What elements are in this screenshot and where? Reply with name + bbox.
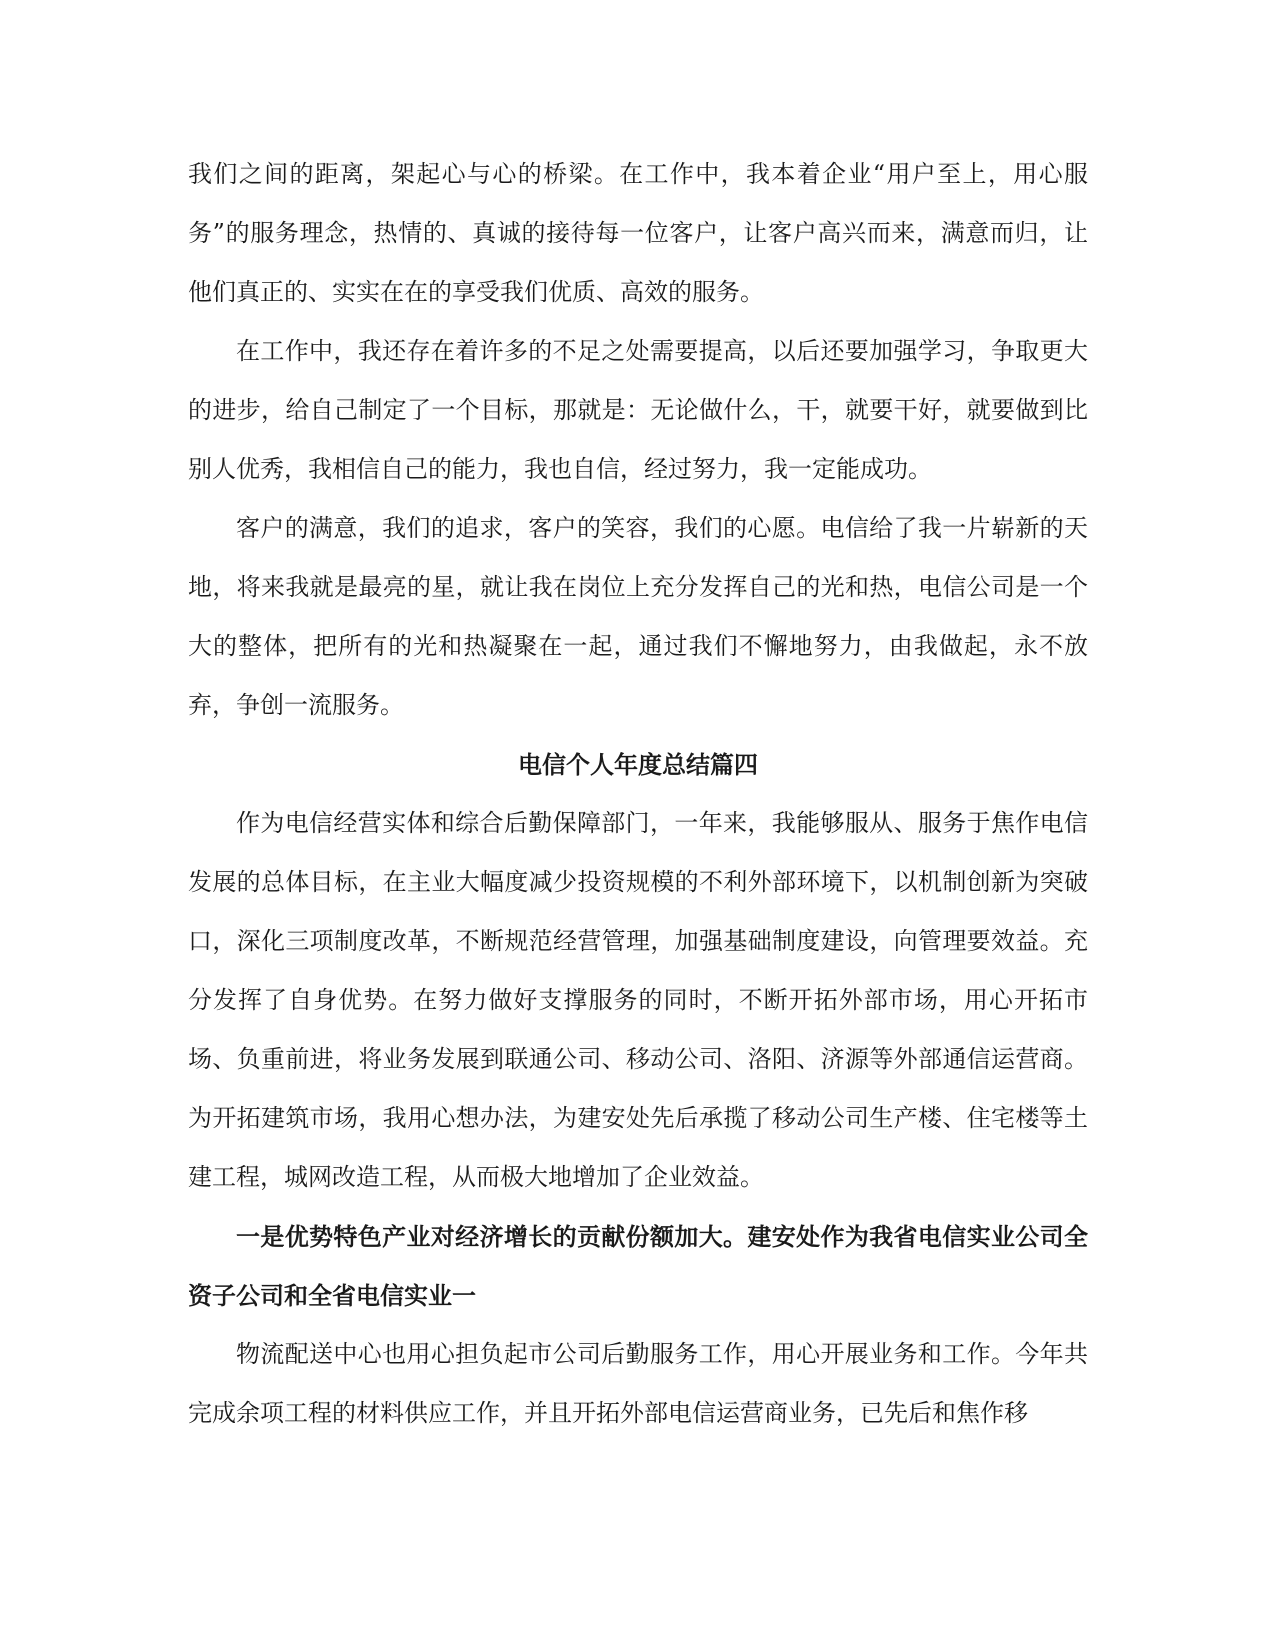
bold-paragraph: 一是优势特色产业对经济增长的贡献份额加大。建安处作为我省电信实业公司全资子公司和全省电信实业一 [188, 1222, 1088, 1310]
paragraph-1: 我们之间的距离，架起心与心的桥梁。在工作中，我本着企业“用户至上，用心服务”的服务理念，热情的、真诚的接待每一位客户，让客户高兴而来，满意而归，让他们真正的、实实在在的享受我们优质、高效的服务。 [188, 160, 1088, 306]
final-paragraph: 物流配送中心也用心担负起市公司后勤服务工作，用心开展业务和工作。今年共完成余项工程的材料供应工作，并且开拓外部电信运营商业务，已先后和焦作移 [188, 1340, 1088, 1427]
paragraph-3: 客户的满意，我们的追求，客户的笑容，我们的心愿。电信给了我一片崭新的天地，将来我就是最亮的星，就让我在岗位上充分发挥自己的光和热，电信公司是一个大的整体，把所有的光和热凝聚在一起，通过我们不懈地努力，由我做起，永不放弃，争创一流服务。 [188, 514, 1088, 719]
section-heading: 电信个人年度总结篇四 [518, 750, 758, 779]
section-paragraph-1: 作为电信经营实体和综合后勤保障部门，一年来，我能够服从、服务于焦作电信发展的总体目标，在主业大幅度减少投资规模的不利外部环境下，以机制创新为突破口，深化三项制度改革，不断规范经营管理，加强基础制度建设，向管理要效益。充分发挥了自身优势。在努力做好支撑服务的同时，不断开拓外部市场，用心开拓市场、负重前进，将业务发展到联通公司、移动公司、洛阳、济源等外部通信运营商。为开拓建筑市场，我用心想办法，为建安处先后承揽了移动公司生产楼、住宅楼等土建工程，城网改造工程，从而极大地增加了企业效益。 [188, 809, 1088, 1191]
document-body [188, 145, 1088, 1443]
paragraph-2: 在工作中，我还存在着许多的不足之处需要提高，以后还要加强学习，争取更大的进步，给自己制定了一个目标，那就是：无论做什么，干，就要干好，就要做到比别人优秀，我相信自己的能力，我也自信，经过努力，我一定能成功。 [188, 337, 1088, 483]
